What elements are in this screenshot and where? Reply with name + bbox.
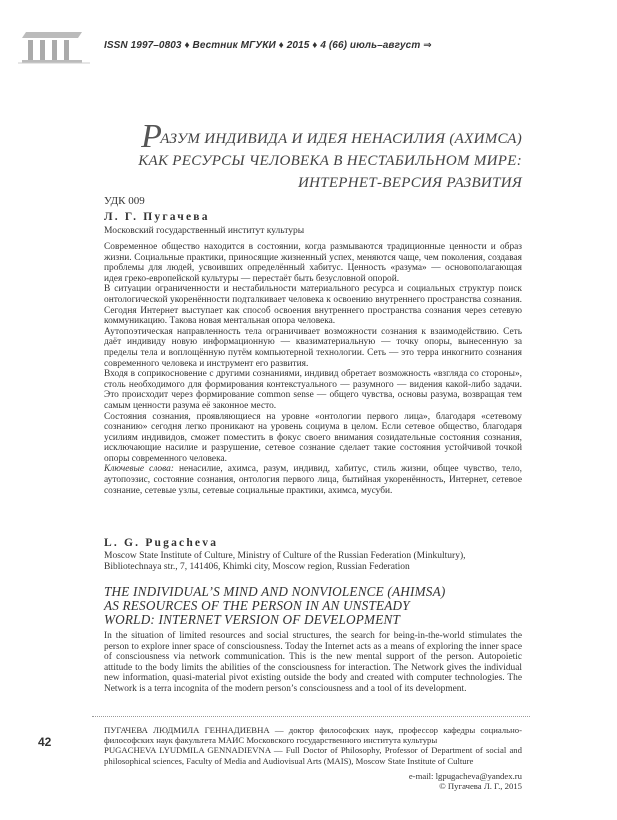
author-info xyxy=(104,725,522,766)
title-drop-cap: Р xyxy=(141,118,163,155)
abstract-ru-paragraph: Аутопоэтическая направленность тела ограничивает возможности сознания к взаимодействию. Сеть даёт индивиду новую информационную — квазиматериальную — точку опоры, вынесенную за пределы тела и воплощённую путём компьютерной технологии. Сеть — это терра инкогнито сознания современного человека и инструмент его развития. xyxy=(104,326,522,369)
contact-block xyxy=(409,771,522,791)
affiliation-en-line-2: Bibliotechnaya str., 7, 141406, Khimki city, Moscow region, Russian Federation xyxy=(104,562,410,572)
footer-separator xyxy=(92,716,530,717)
author-ru: Л. Г. Пугачева xyxy=(104,211,210,223)
author-info-ru: ПУГАЧЕВА ЛЮДМИЛА ГЕННАДИЕВНА — доктор философских наук, профессор кафедры социально-философских наук факультета МАИС Московского государственного института культуры xyxy=(104,725,522,746)
abstract-ru xyxy=(104,242,522,496)
page-number: 42 xyxy=(38,735,52,749)
keywords-ru-label: Ключевые слова: xyxy=(104,464,174,475)
journal-header xyxy=(104,40,432,51)
abstract-en xyxy=(104,631,522,695)
abstract-ru-paragraph: Входя в соприкосновение с другими сознаниями, индивид обретает возможность «взгляда со стороны», столь необходимого для формирования контекстуального — разумного — видения какой-либо задачи. Это происходит через формирование common sense — общего чувства, основы разума, возвращая тем самым ценности разума её законное место. xyxy=(104,369,522,411)
journal-line: ISSN 1997–0803 ♦ Вестник МГУКИ ♦ 2015 ♦ 4 (66) июль–август xyxy=(104,40,421,51)
title-ru-line-2: КАК РЕСУРСЫ ЧЕЛОВЕКА В НЕСТАБИЛЬНОМ МИРЕ: xyxy=(138,153,522,169)
author-info-en: PUGACHEVA LYUDMILA GENNADIEVNA — Full Doctor of Philosophy, Professor of Department of social and philosophical sciences, Faculty of Media and Audiovisual Arts (MAIS), Moscow State Institute of Culture xyxy=(104,745,522,766)
keywords-ru xyxy=(104,464,522,496)
abstract-ru-paragraph: Современное общество находится в состоянии, когда размываются традиционные ценности и образ жизни. Социальные практики, приносящие жизненный успех, меняются чаще, чем поколения, создавая проблемы для людей, усвоивших определённый хабитус. Ценность «разума» — основополагающая идея греко-европейской культуры — перестаёт быть безусловной опорой. xyxy=(104,242,522,284)
keywords-ru-text: ненасилие, ахимса, разум, индивид, хабитус, стиль жизни, общее чувство, тело, аутопоэзис, состояние сознания, онтология первого лица, бытийная укоренённость, Интернет, сетевое сознание, сетевые узлы, сетевые социальные практики, ахимса, мусуби. xyxy=(104,464,522,496)
author-en: L. G. Pugacheva xyxy=(104,537,219,549)
abstract-en-paragraph: In the situation of limited resources and social structures, the search for being-in-the-world stimulates the person to explore inner space of consciousness. Today the Internet acts as a means of exploring the inner space of consciousness via network communication. This is the new mental support of the person. Autopoietic attitude to the body limits the abilities of the consciousness for interaction. The Network gives the individual new information, quasi-material pivot existing outside the body and created with computer technologies. The Network is a terra incognita of the modern person’s consciousness and a tool of its development. xyxy=(104,631,522,694)
email-link[interactable]: e-mail: lgpugacheva@yandex.ru xyxy=(408,771,522,781)
abstract-ru-paragraph: Состояния сознания, проявляющиеся на уровне «онтологии первого лица», благодаря «сетевому сознанию» сегодня легко проникают на уровень социума в целом. Если сетевое общество, благодаря усилиям индивидов, сможет поместить в фокус своего внимания созидательные состояния сознания, исключающие насилие и разрушение, сетевое сознание сделает такие состояния устойчивой точкой опоры современного человека. xyxy=(104,411,522,464)
affiliation-ru: Московский государственный институт культуры xyxy=(104,226,305,236)
title-en xyxy=(104,585,445,627)
title-ru-line-1 xyxy=(138,118,522,155)
title-en-line-2: AS RESOURCES OF THE PERSON IN AN UNSTEADY xyxy=(104,598,410,613)
title-ru-line-3: ИНТЕРНЕТ-ВЕРСИЯ РАЗВИТИЯ xyxy=(297,175,522,191)
udk: УДК 009 xyxy=(104,195,145,207)
title-en-line-1: THE INDIVIDUAL’S MIND AND NONVIOLENCE (AHIMSA) xyxy=(104,584,446,599)
arrow-icon: ⇒ xyxy=(423,40,432,51)
title-ru xyxy=(138,118,522,194)
affiliation-en-line-1: Moscow State Institute of Culture, Ministry of Culture of the Russian Federation (Minkulturу), xyxy=(104,551,466,561)
affiliation-en xyxy=(104,551,465,573)
journal-logo xyxy=(18,22,90,66)
title-en-line-3: WORLD: INTERNET VERSION OF DEVELOPMENT xyxy=(104,612,401,627)
copyright: © Пугачева Л. Г., 2015 xyxy=(439,781,522,792)
abstract-ru-paragraph: В ситуации ограниченности и нестабильности материального ресурса и социальных структур поиск онтологической укоренённости подталкивает человека к освоению внутреннего пространства сознания. Сегодня Интернет выступает как способ освоения внутреннего пространства сознания через сетевую коммуникацию. Такова новая ментальная опора человека. xyxy=(104,284,522,327)
title-ru-line-1-text: АЗУМ ИНДИВИДА И ИДЕЯ НЕНАСИЛИЯ (АХИМСА) xyxy=(160,131,522,147)
